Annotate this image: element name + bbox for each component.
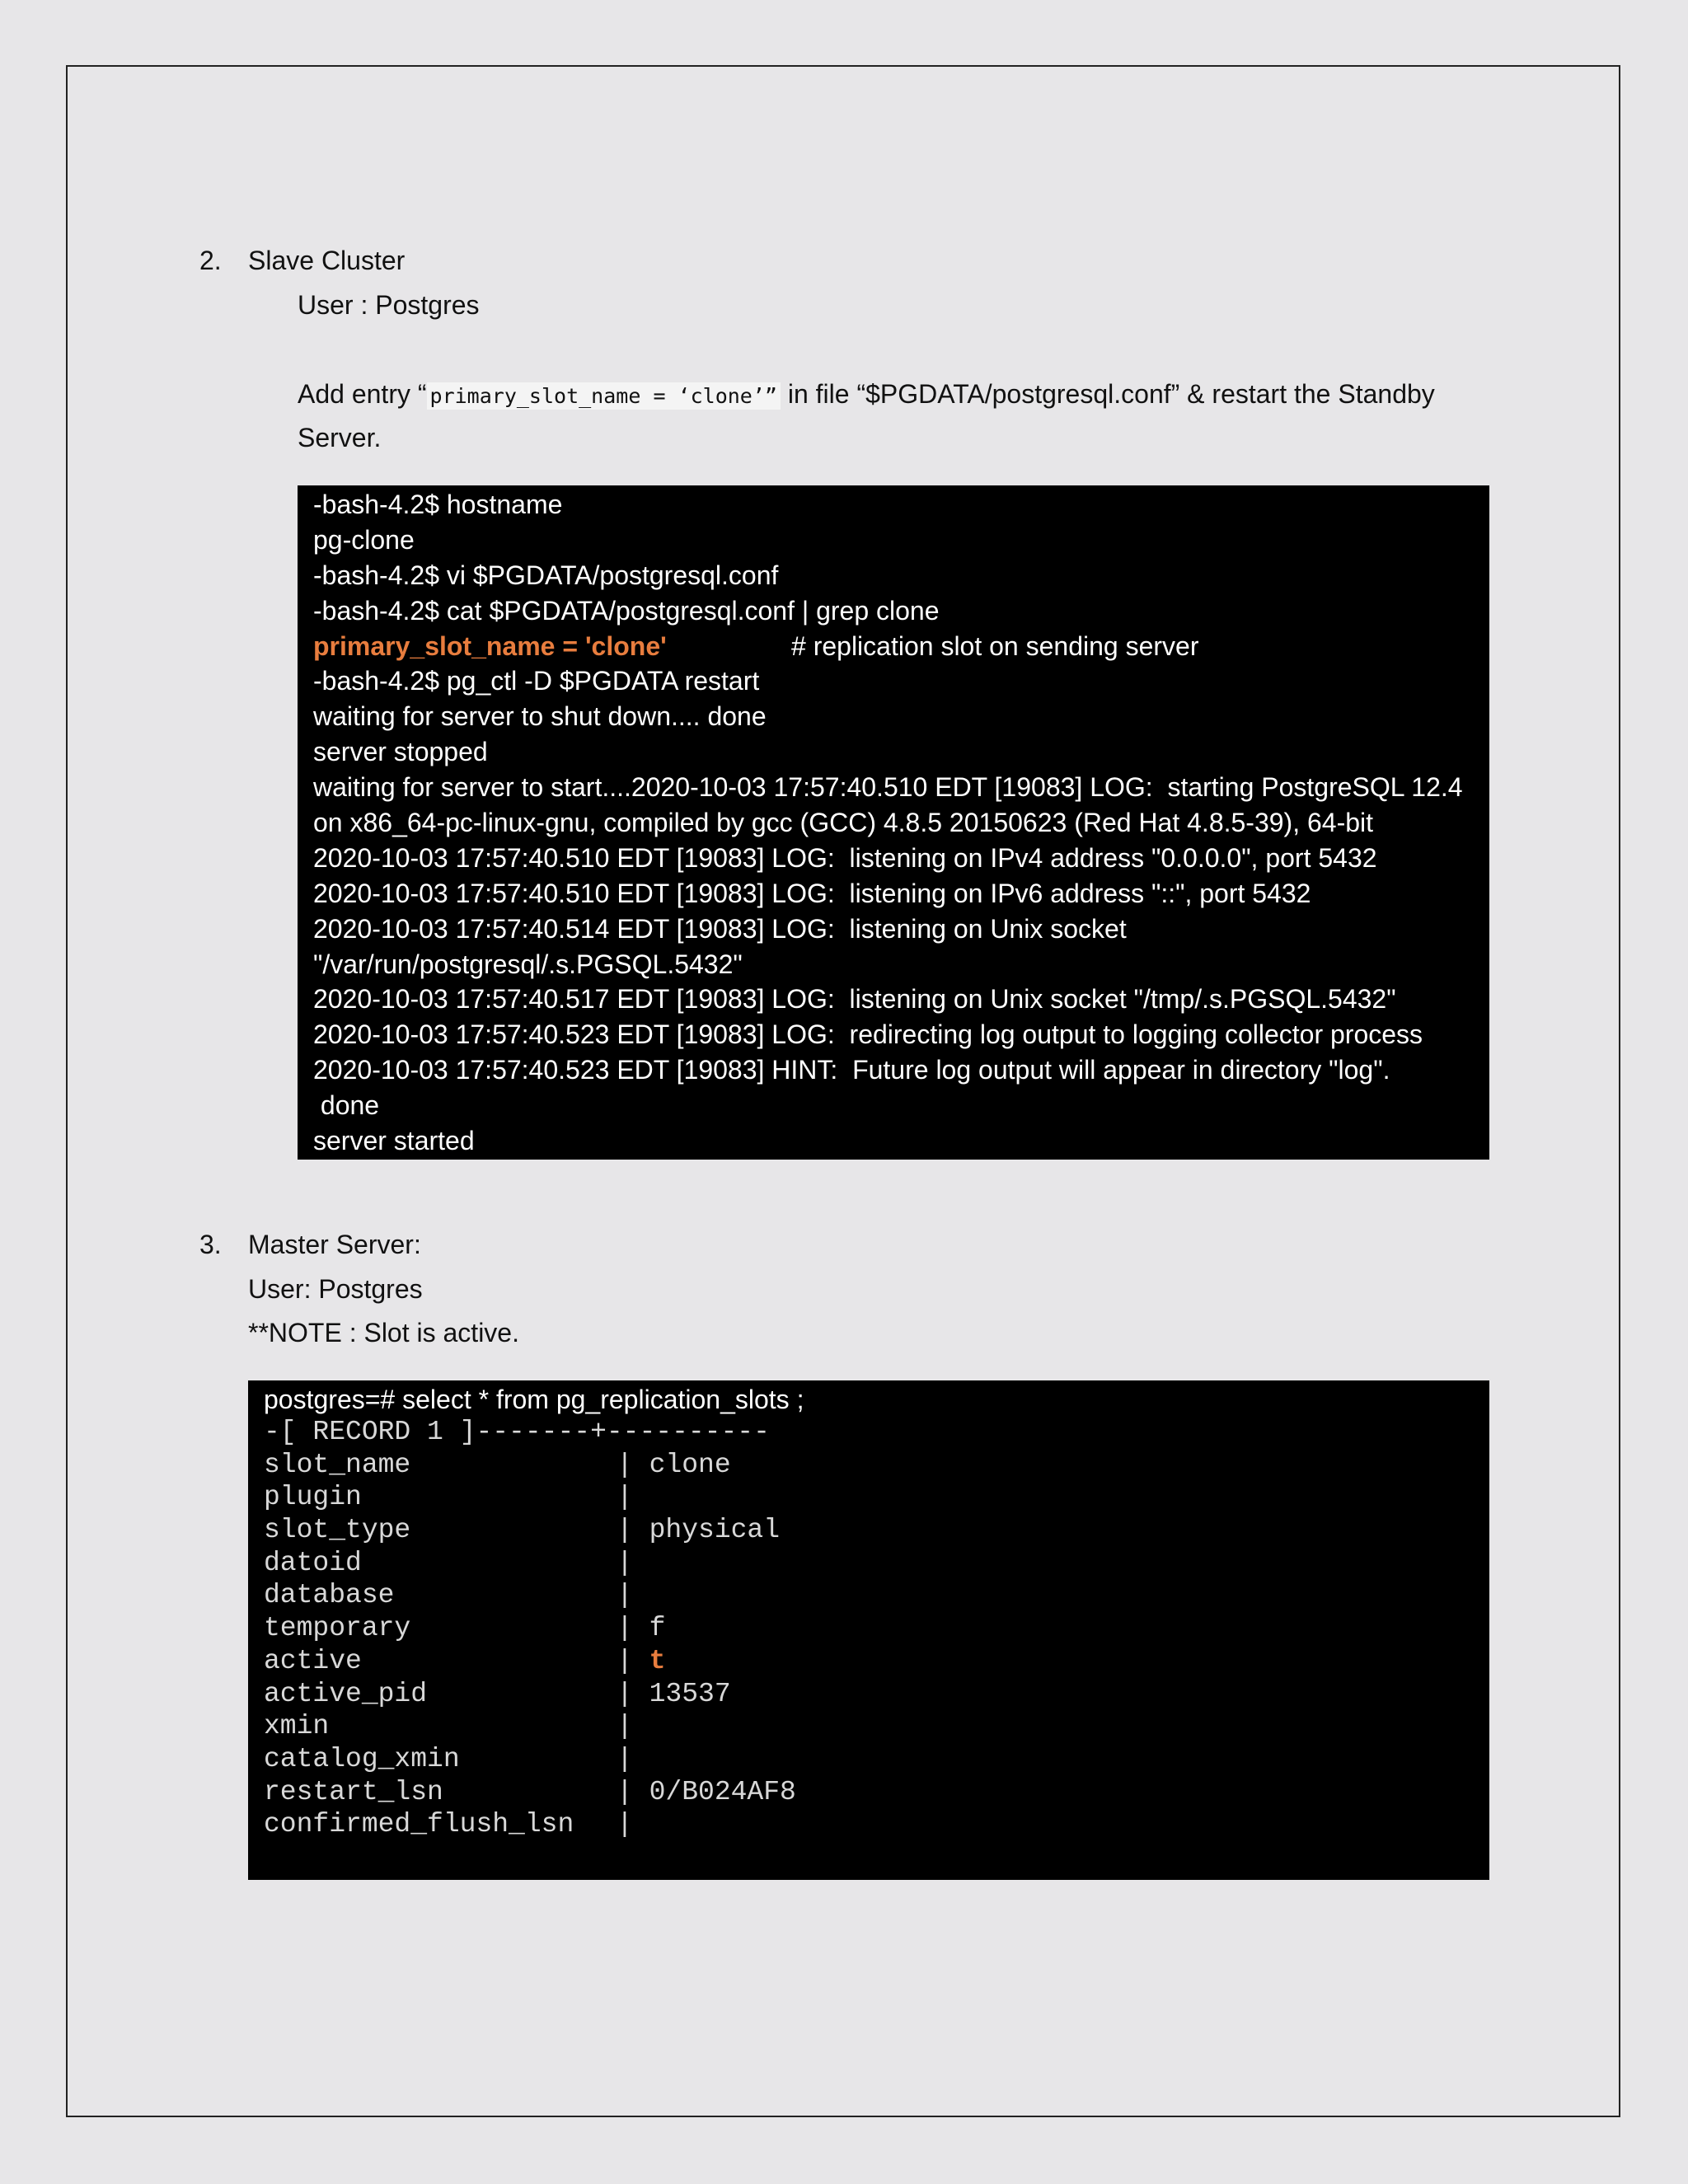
terminal-line: 2020-10-03 17:57:40.510 EDT [19083] LOG: listening on IPv6 address "::", port 5432 — [313, 878, 1311, 908]
terminal-line: server started — [313, 1126, 475, 1156]
row-key: datoid — [264, 1547, 362, 1578]
row-value: | — [617, 1809, 633, 1840]
table-row — [264, 1449, 1474, 1482]
terminal-line: 2020-10-03 17:57:40.514 EDT [19083] LOG: listening on Unix socket — [313, 913, 1127, 944]
table-row — [264, 1808, 1474, 1841]
terminal-line: -bash-4.2$ vi $PGDATA/postgresql.conf — [313, 560, 779, 590]
table-row-active — [264, 1645, 1474, 1678]
section-3-user: User: Postgres — [248, 1274, 423, 1304]
record-header: -[ RECORD 1 ]-------+---------- — [264, 1417, 770, 1447]
slave-terminal-output — [298, 485, 1489, 1160]
row-key: temporary — [264, 1613, 411, 1644]
table-row — [264, 1481, 1474, 1514]
terminal-line: waiting for server to shut down.... done — [313, 701, 767, 732]
terminal-line: "/var/run/postgresql/.s.PGSQL.5432" — [313, 949, 743, 979]
terminal-line: 2020-10-03 17:57:40.523 EDT [19083] HINT: Future log output will appear in directory "log". — [313, 1055, 1390, 1085]
table-row — [264, 1743, 1474, 1776]
slot-config-comment: # replication slot on sending server — [791, 630, 1199, 661]
table-row — [264, 1547, 1474, 1580]
table-row — [264, 1710, 1474, 1743]
row-key: restart_lsn — [264, 1776, 443, 1807]
query-line: postgres=# select * from pg_replication_slots ; — [264, 1385, 804, 1414]
section-2-user: User : Postgres — [298, 290, 480, 320]
terminal-line: -bash-4.2$ cat $PGDATA/postgresql.conf | grep clone — [313, 595, 940, 626]
row-key: confirmed_flush_lsn — [264, 1809, 574, 1840]
instruction-inline-code: primary_slot_name = ‘clone’” — [427, 382, 781, 410]
row-key: plugin — [264, 1482, 362, 1513]
terminal-line: -bash-4.2$ pg_ctl -D $PGDATA restart — [313, 666, 760, 696]
row-key: active_pid — [264, 1678, 428, 1709]
row-key: catalog_xmin — [264, 1743, 460, 1774]
terminal-line: on x86_64-pc-linux-gnu, compiled by gcc (GCC) 4.8.5 20150623 (Red Hat 4.8.5-39), 64-bit — [313, 808, 1374, 838]
row-value: | clone — [617, 1449, 731, 1480]
table-row — [264, 1579, 1474, 1612]
row-value: | — [617, 1482, 633, 1513]
section-3-title: Master Server: — [248, 1230, 421, 1259]
terminal-line: done — [313, 1090, 380, 1121]
row-value: | 13537 — [617, 1678, 731, 1709]
section-3-note: **NOTE : Slot is active. — [248, 1318, 519, 1347]
row-key: slot_name — [264, 1449, 411, 1480]
terminal-line: 2020-10-03 17:57:40.510 EDT [19083] LOG: listening on IPv4 address "0.0.0.0", port 5432 — [313, 842, 1377, 873]
instruction-text-pre: Add entry “ — [298, 379, 427, 409]
master-terminal-output — [248, 1380, 1489, 1880]
row-value: | — [617, 1711, 633, 1742]
section-2-instruction-wrap: Server. — [298, 423, 382, 452]
table-row — [264, 1776, 1474, 1809]
table-row — [264, 1678, 1474, 1711]
row-key: xmin — [264, 1711, 330, 1742]
active-value-highlight: t — [649, 1645, 666, 1676]
section-2-instruction — [298, 377, 1435, 413]
section-2-number: 2. — [199, 246, 222, 275]
terminal-line: 2020-10-03 17:57:40.523 EDT [19083] LOG: redirecting log output to logging collector process — [313, 1019, 1423, 1050]
instruction-text-post: in file “$PGDATA/postgresql.conf” & restart the Standby — [780, 379, 1435, 409]
row-value: | — [617, 1743, 633, 1774]
section-2-title: Slave Cluster — [248, 246, 406, 275]
row-value: | physical — [617, 1515, 781, 1546]
terminal-line: -bash-4.2$ hostname — [313, 490, 563, 519]
terminal-line: 2020-10-03 17:57:40.517 EDT [19083] LOG: listening on Unix socket "/tmp/.s.PGSQL.5432" — [313, 984, 1396, 1015]
row-key: database — [264, 1580, 395, 1611]
section-3-number: 3. — [199, 1230, 222, 1259]
row-separator: | — [617, 1645, 649, 1676]
terminal-line: server stopped — [313, 737, 488, 767]
table-row — [264, 1612, 1474, 1645]
row-value: | f — [617, 1613, 666, 1644]
terminal-line: waiting for server to start....2020-10-03 17:57:40.510 EDT [19083] LOG: starting PostgreSQL 12.4 — [313, 772, 1463, 803]
row-value: | — [617, 1547, 633, 1578]
terminal-line-slot-config — [313, 629, 1474, 664]
table-row — [264, 1514, 1474, 1547]
row-key: active — [264, 1645, 362, 1676]
terminal-line: pg-clone — [313, 524, 415, 555]
row-value: | — [617, 1580, 633, 1611]
slot-config-highlight: primary_slot_name = 'clone' — [313, 630, 667, 661]
row-key: slot_type — [264, 1515, 411, 1546]
row-value: | 0/B024AF8 — [617, 1776, 796, 1807]
